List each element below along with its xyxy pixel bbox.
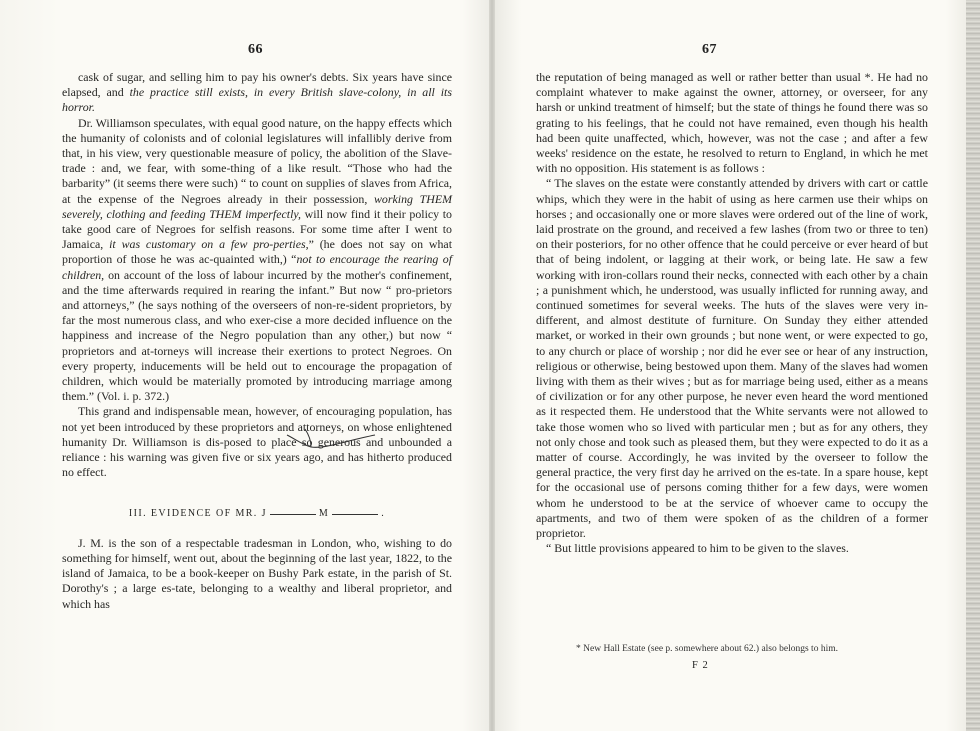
right-page: [492, 0, 980, 731]
italic-text: it was customary on a few pro-perties,: [109, 237, 309, 252]
italic-text: the practice still exists, in every British slave-colony, in all its horror.: [62, 85, 452, 115]
page-edges: [966, 0, 980, 731]
heading-rule: [332, 514, 378, 515]
paragraph: [62, 404, 452, 480]
page-number-left: 66: [248, 42, 263, 57]
section-heading-prefix: III. EVIDENCE OF MR. J: [128, 508, 267, 520]
text-segment: on account of the loss of labour incurred by the mother's confinement, and the time afterwards required in rearing the infant.” But now “ pro-prietors and attorneys,” (he says nothing of the overseers of non-re-sident proprietors, by far the most numerous class, and who exer-cise a more decided influence on the happiness and increase of the Negro population than any other,) but now “ proprietors and at-torneys will increase their exertions to protect Negroes. On every property, inducements will be held out to encourage the propagation of children, which would be materially promoted by introducing marriage among them.” (Vol. i. p. 372.): [62, 267, 452, 404]
text-segment: “ The slaves on the estate were constantly attended by drivers with cart or cattle whips, which they were in the habit of using as here carmen use their whips on horses ; and occasionally one or more slaves were ordered out of the line of work, laid prostrate on the ground, and received a few lashes (from two or three to ten) on their posteriors, for no other offence that he could perceive or ever heard of but that of being indolent, or lagging at their work, or being late. He saw a few working with iron-collars round their necks, connected with each other by a chain ; a punishment which, he understood, was usually inflicted for running away, and continued sometimes for several weeks. The huts of the slaves were very in-different, and almost destitute of furniture. On Sunday they either attended market, or worked in their own grounds ; but none went, or were expected to go, to any church or place of worship ; nor did he ever see or hear of any instruction, religious or otherwise, being bestowed upon them. Many of the slaves had women living with them as their wives ; but as for marriage being used, either as a means of civilization or for any other purpose, he never even heard the word mentioned as it respected them. He understood that the White servants were not allowed to take those women who so lived with particular men ; but as for any others, they not only chose and took such as pleased them, but they were expected to do it as a matter of course. Accordingly, he was invited by the overseer to follow the general practice, the very first day he arrived on the es-tate. In a spare house, kept for the occasional use of persons coming thither for a few days, were women whom he understood to be at the service of whoever came to occupy the apartments, and two of them were spoken of as the children of a former proprietor.: [536, 176, 928, 541]
section-heading: [62, 506, 452, 521]
paragraph: [536, 541, 928, 556]
left-paragraphs: [62, 70, 452, 480]
text-segment: “ But little provisions appeared to him to be given to the slaves.: [546, 541, 849, 556]
left-paragraphs-after: [62, 536, 452, 612]
paragraph: [536, 176, 928, 541]
text-segment: J. M. is the son of a respectable tradesman in London, who, wishing to do something for himself, went out, about the beginning of the last year, 1822, to the island of Jamaica, to be a book-keeper on Bushy Park estate, in the parish of St. Dorothy's ; a large es-tate, belonging to a wealthy and liberal proprietor, and which has: [62, 535, 452, 611]
pen-annotation-mark: [285, 425, 380, 455]
section-heading-suffix: .: [381, 508, 386, 520]
heading-rule: [270, 514, 316, 515]
paragraph: [62, 116, 452, 405]
footnote: * New Hall Estate (see p. somewhere about 62.) also belongs to him.: [576, 644, 838, 654]
text-segment: This grand and indispensable mean, however, of encouraging population, has not yet been introduced by these proprietors and attorneys, on whose enlightened humanity Dr. Williamson is dis-posed to place so generous and unbounded a reliance : his warning was given five or six years ago, and has hitherto produced no effect.: [62, 404, 452, 480]
paragraph: [536, 70, 928, 176]
signature-mark: F 2: [692, 660, 709, 671]
text-segment: ” (he does not say on what proportion of those he was ac-quainted with,) “: [62, 237, 452, 267]
italic-text: working THEM severely, clothing and feeding THEM imperfectly,: [62, 191, 452, 221]
text-segment: cask of sugar, and selling him to pay his owner's debts. Six years have since elapsed, and: [62, 70, 452, 100]
paragraph: [62, 70, 452, 116]
section-heading-middle: M: [318, 508, 330, 520]
left-page-body: [62, 70, 452, 612]
text-segment: will now find it their policy to take good care of Negroes for selfish reasons. For some time after I went to Jamaica,: [62, 206, 452, 252]
italic-text: not to encourage the rearing of children,: [62, 252, 453, 282]
paragraph: [62, 536, 452, 612]
page-number-right: 67: [702, 42, 717, 57]
text-segment: Dr. Williamson speculates, with equal good nature, on the happy effects which the humanity of colonists and of colonial legislatures will infallibly derive from that, in his view, very questionable measure of policy, the abolition of the Slave-trade : and, we fear, with some-thing of a like result. “Those who had the barbarity” (it seems there were such) “ to count on supplies of slaves from Africa, at the expense of the Negroes already in their possession,: [62, 115, 452, 206]
right-paragraphs: [536, 70, 928, 557]
right-page-body: [536, 70, 928, 557]
text-segment: the reputation of being managed as well or rather better than usual *. He had no complaint whatever to make against the owner, attorney, or overseer, for any harsh or unkind treatment of himself; but the state of things he found there was so grating to his feelings, that he could not have remained, even though his health had been quite unaffected, which, however, was not the case ; and after a few weeks' residence on the estate, he resolved to return to England, in which he met with no opposition. His statement is as follows :: [536, 70, 928, 176]
book-gutter: [489, 0, 495, 731]
